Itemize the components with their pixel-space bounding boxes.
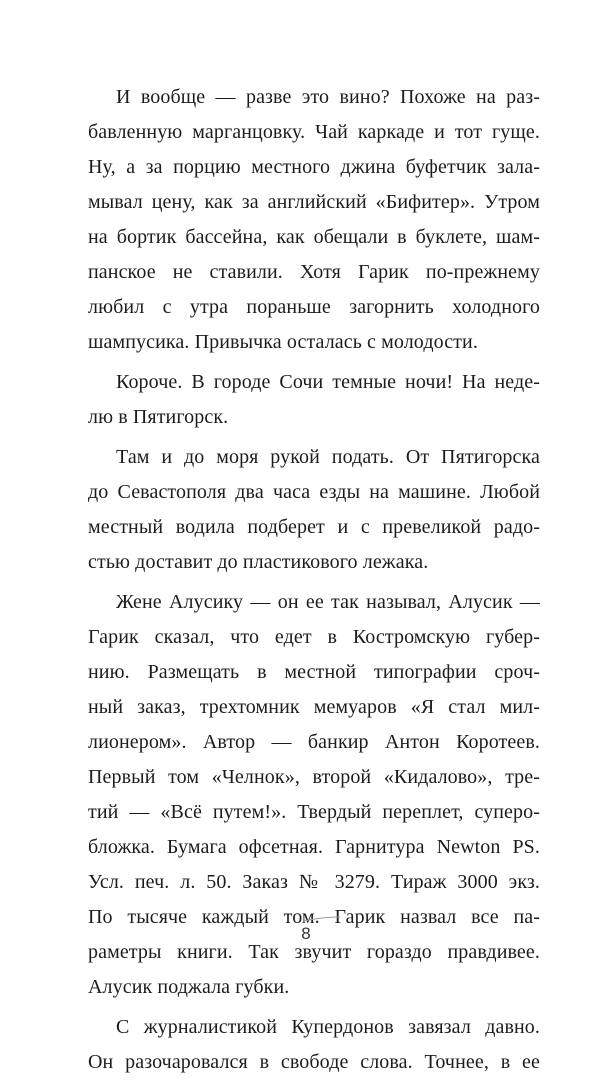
text-line: стью доставит до пластикового лежака. [88, 551, 429, 573]
text-line: Ну, а за порцию местного джина буфетчик зала- [88, 156, 540, 178]
text-line: По тысяче каждый том. Гарик назвал все па- [88, 906, 540, 928]
text-line: Первый том «Челнок», второй «Кидалово», тре- [88, 766, 540, 788]
text-line: мывал цену, как за английский «Бифитер». Утром [88, 191, 540, 213]
text-line: лионером». Автор — банкир Антон Коротеев. [88, 731, 540, 753]
text-line: на бортик бассейна, как обещали в буклете, шам- [88, 226, 540, 248]
text-line: бавленную марганцовку. Чай каркаде и тот гуще. [88, 121, 540, 143]
text-line: лю в Пятигорск. [88, 406, 229, 428]
text-line: до Севастополя два часа езды на машине. Любой [88, 481, 540, 503]
text-line: Жене Алусику — он ее так называл, Алусик — [116, 591, 540, 613]
text-line: бложка. Бумага офсетная. Гарнитура Newton PS. [88, 836, 540, 858]
text-line: Там и до моря рукой подать. От Пятигорска [116, 446, 540, 468]
text-line: И вообще — разве это вино? Похоже на раз- [116, 86, 540, 108]
text-line: Алусик поджала губки. [88, 976, 290, 998]
text-line: С журналистикой Купердонов завязал давно. [116, 1016, 540, 1038]
page-number: 8 [301, 924, 311, 943]
text-line: Короче. В городе Сочи темные ночи! На неде- [116, 371, 540, 393]
text-line: раметры книги. Так звучит гораздо правдивее. [88, 941, 540, 963]
decorative-dash [303, 916, 341, 922]
text-line: Гарик сказал, что едет в Костромскую губер- [88, 626, 540, 648]
text-line: панское не ставили. Хотя Гарик по-прежнему [88, 261, 540, 283]
text-line: нию. Размещать в местной типографии сроч- [88, 661, 540, 683]
text-line: местный водила подберет и с превеликой радо- [88, 516, 540, 538]
text-line: тий — «Всё путем!». Твердый переплет, суперо- [88, 801, 540, 823]
text-line: любил с утра пораньше загорнить холодного [88, 296, 540, 318]
text-line: ный заказ, трехтомник мемуаров «Я стал мил- [88, 696, 540, 718]
text-line: Он разочаровался в свободе слова. Точнее, в ее [88, 1051, 540, 1073]
text-line: шампусика. Привычка осталась с молодости. [88, 331, 478, 353]
text-line: Усл. печ. л. 50. Заказ № 3279. Тираж 3000 экз. [88, 871, 540, 893]
